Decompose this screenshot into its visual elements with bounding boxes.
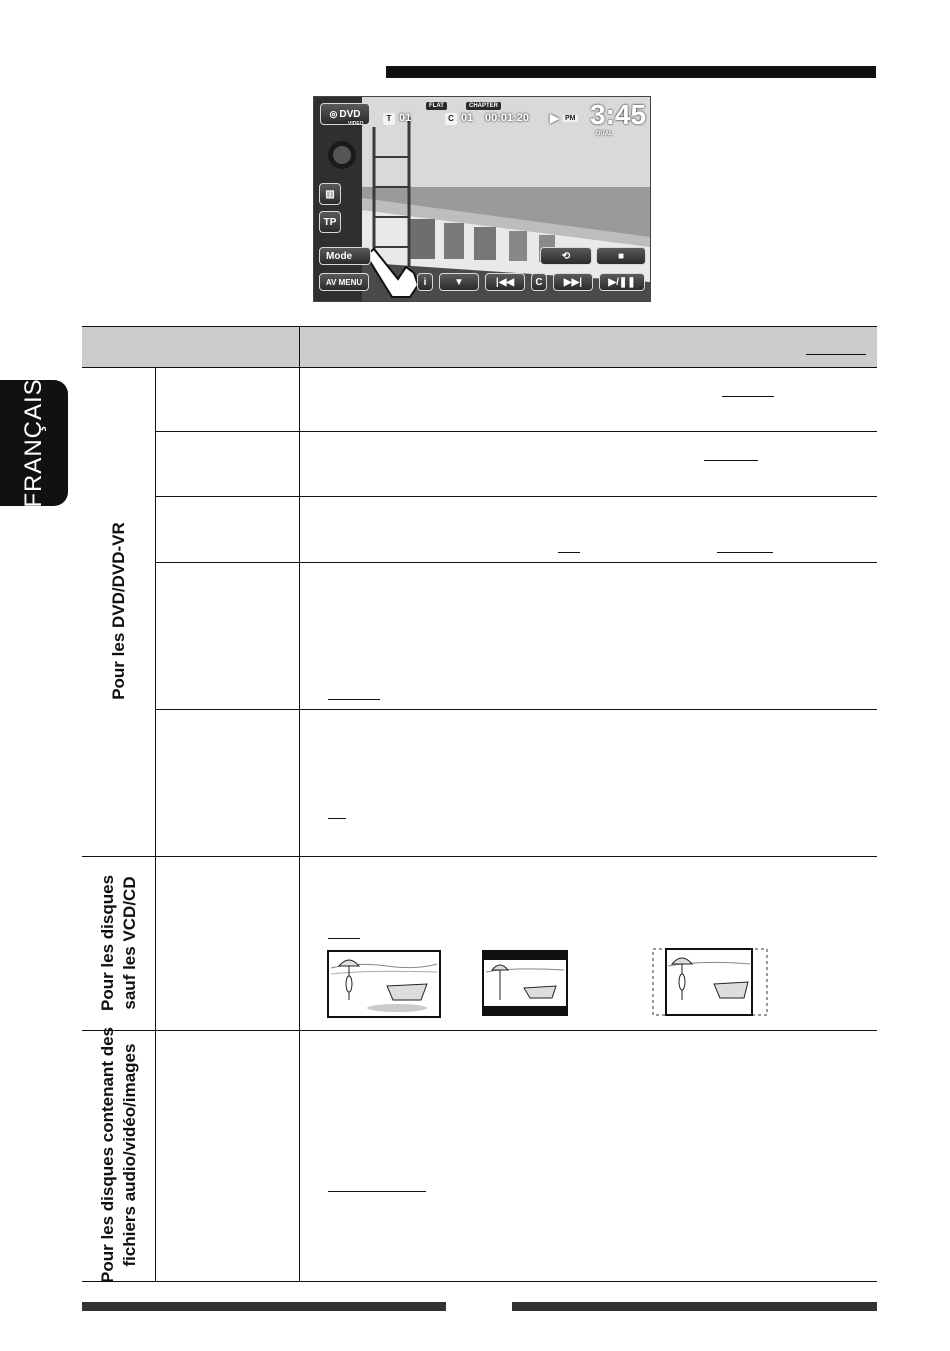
device-screen [313, 96, 651, 302]
source-sub-label: VIDEO [348, 121, 364, 127]
section-label-line: Pour les disques contenant des [98, 1026, 117, 1284]
chapter-number: 01 [461, 112, 474, 124]
language-tab [0, 380, 68, 506]
chapter-select-button[interactable] [531, 273, 547, 291]
value-underline [704, 460, 758, 461]
skip-back-icon: |◀◀ [495, 276, 515, 288]
repeat-icon: ⟲ [561, 250, 571, 262]
play-status-icon: ▶ [550, 111, 560, 125]
play-pause-button[interactable] [599, 273, 645, 291]
tp-button[interactable] [319, 211, 341, 233]
aspect-letterbox-thumbnail [482, 950, 568, 1016]
value-underline [328, 938, 360, 939]
info-icon: i [423, 276, 427, 288]
c-icon: C [535, 276, 543, 288]
language-tab-label: FRANÇAIS [20, 378, 47, 508]
av-menu-button[interactable] [319, 273, 369, 291]
equalizer-button[interactable] [319, 183, 341, 205]
tp-label: TP [323, 216, 337, 228]
row-divider [155, 562, 877, 563]
value-underline [722, 396, 774, 397]
disc-icon: ◎ [329, 108, 338, 119]
section-divider [82, 1030, 877, 1031]
table-bottom-rule [82, 1281, 877, 1282]
play-pause-icon: ▶/❚❚ [608, 276, 636, 288]
section-label-files [97, 1027, 141, 1283]
header-divider [299, 326, 300, 367]
value-underline [328, 699, 380, 700]
dual-indicator: DUAL [596, 131, 613, 137]
chevron-down-icon: ▼ [454, 276, 464, 288]
section-label-line: sauf les VCD/CD [120, 876, 139, 1010]
section-label-line: Pour les DVD/DVD-VR [109, 522, 128, 700]
section-label-line: Pour les disques [98, 874, 117, 1012]
section-label-except-vcd [97, 875, 141, 1011]
repeat-button[interactable] [540, 247, 592, 265]
aspect-zoom-thumbnail [652, 948, 768, 1016]
top-rule [386, 66, 876, 78]
next-button[interactable] [553, 273, 593, 291]
flat-chip: FLAT [426, 102, 447, 110]
section-label-dvd [108, 522, 130, 700]
chapter-icon: C [445, 113, 457, 125]
info-button[interactable] [417, 273, 433, 291]
table-header [82, 326, 877, 368]
row-divider [155, 496, 877, 497]
stop-icon: ■ [617, 250, 625, 262]
value-underline [328, 818, 346, 819]
title-icon: T [383, 113, 395, 125]
clock-period: PM [565, 115, 576, 122]
chapter-chip: CHAPTER [466, 102, 501, 110]
value-underline [717, 552, 773, 553]
item-column-divider [299, 367, 300, 1282]
elapsed-time: 00:01:20 [485, 112, 530, 124]
clock: 3:45 [590, 99, 647, 130]
title-number: 01 [399, 112, 412, 124]
av-menu-label: AV MENU [325, 277, 363, 287]
equalizer-icon: ▥ [325, 188, 335, 200]
value-underline [328, 1191, 426, 1192]
source-label: DVD [339, 108, 361, 120]
section-column-divider [155, 367, 156, 1282]
row-divider [155, 709, 877, 710]
header-underline [806, 354, 866, 355]
skip-forward-icon: ▶▶| [563, 276, 583, 288]
footer-bar-right [512, 1302, 877, 1311]
previous-button[interactable] [485, 273, 525, 291]
stop-button[interactable] [596, 247, 646, 265]
mode-label: Mode [326, 250, 353, 262]
aspect-full-thumbnail [327, 950, 441, 1018]
footer-bar-left [82, 1302, 446, 1311]
mode-button[interactable] [319, 247, 371, 265]
section-divider [82, 856, 877, 857]
value-underline [558, 552, 580, 553]
section-label-line: fichiers audio/vidéo/images [120, 1043, 139, 1267]
down-button[interactable] [439, 273, 479, 291]
row-divider [155, 431, 877, 432]
